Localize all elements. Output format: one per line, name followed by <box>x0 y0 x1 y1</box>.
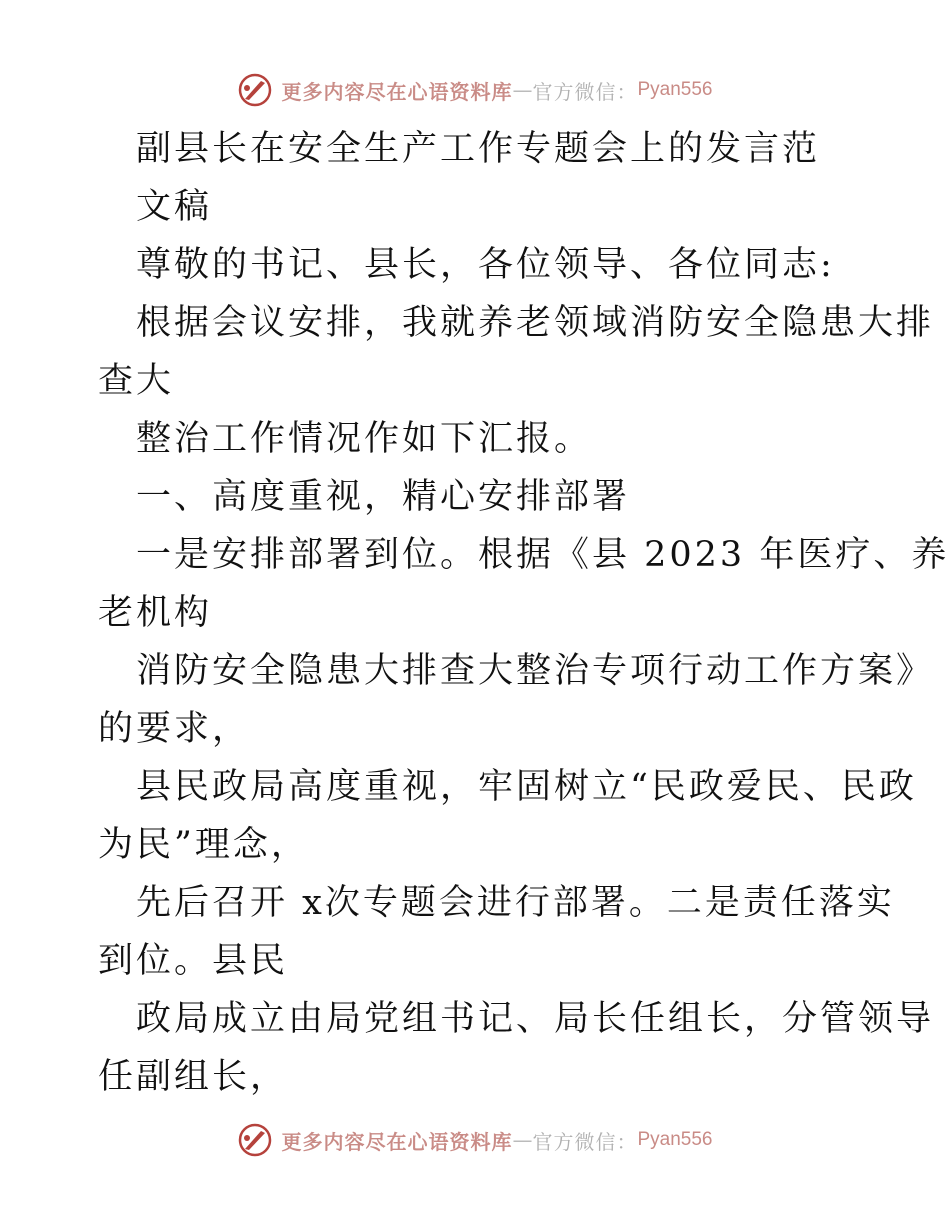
footer-watermark <box>0 1120 950 1160</box>
doc-paragraph-line: 查大 <box>98 361 175 401</box>
watermark-dash: — <box>512 78 533 102</box>
watermark-wechat-id: Pyan556 <box>637 79 713 100</box>
watermark-text <box>281 1126 712 1155</box>
doc-paragraph-line: 为民”理念， <box>98 825 309 865</box>
doc-title-line-1: 副县长在安全生产工作专题会上的发言范 <box>136 129 821 169</box>
watermark-wechat-label: 官方微信： <box>532 79 638 104</box>
watermark-main-text: 更多内容尽在心语资料库 <box>281 1129 513 1154</box>
watermark-text <box>281 76 712 105</box>
watermark-dash: — <box>512 1128 533 1152</box>
quill-circle-logo-icon <box>237 1122 273 1158</box>
watermark-wechat-label: 官方微信： <box>532 1129 638 1154</box>
document-body <box>98 120 950 1106</box>
doc-paragraph-line: 整治工作情况作如下汇报。 <box>136 419 593 459</box>
watermark-wechat-id: Pyan556 <box>637 1129 713 1150</box>
doc-paragraph-line: 县民政局高度重视，牢固树立“民政爱民、民政 <box>136 767 917 807</box>
watermark-main-text: 更多内容尽在心语资料库 <box>281 79 513 104</box>
doc-paragraph-line: 一是安排部署到位。根据《县 2023 年医疗、养 <box>136 535 950 575</box>
doc-title-line-2: 文稿 <box>136 187 213 227</box>
quill-circle-logo-icon <box>237 72 273 108</box>
doc-paragraph-line: 老机构 <box>98 593 213 633</box>
doc-paragraph-line: 先后召开 x次专题会进行部署。二是责任落实 <box>136 883 895 923</box>
doc-section-heading: 一、高度重视，精心安排部署 <box>136 477 631 517</box>
doc-paragraph-line: 到位。县民 <box>98 941 289 981</box>
doc-paragraph-line: 消防安全隐患大排查大整治专项行动工作方案》 <box>136 651 935 691</box>
doc-salutation: 尊敬的书记、县长，各位领导、各位同志: <box>136 245 835 285</box>
doc-paragraph-line: 的要求， <box>98 709 251 749</box>
doc-paragraph-line: 任副组长， <box>98 1057 289 1097</box>
doc-paragraph-line: 根据会议安排，我就养老领域消防安全隐患大排 <box>136 303 935 343</box>
header-watermark <box>0 70 950 110</box>
doc-paragraph-line: 政局成立由局党组书记、局长任组长，分管领导 <box>136 999 935 1039</box>
